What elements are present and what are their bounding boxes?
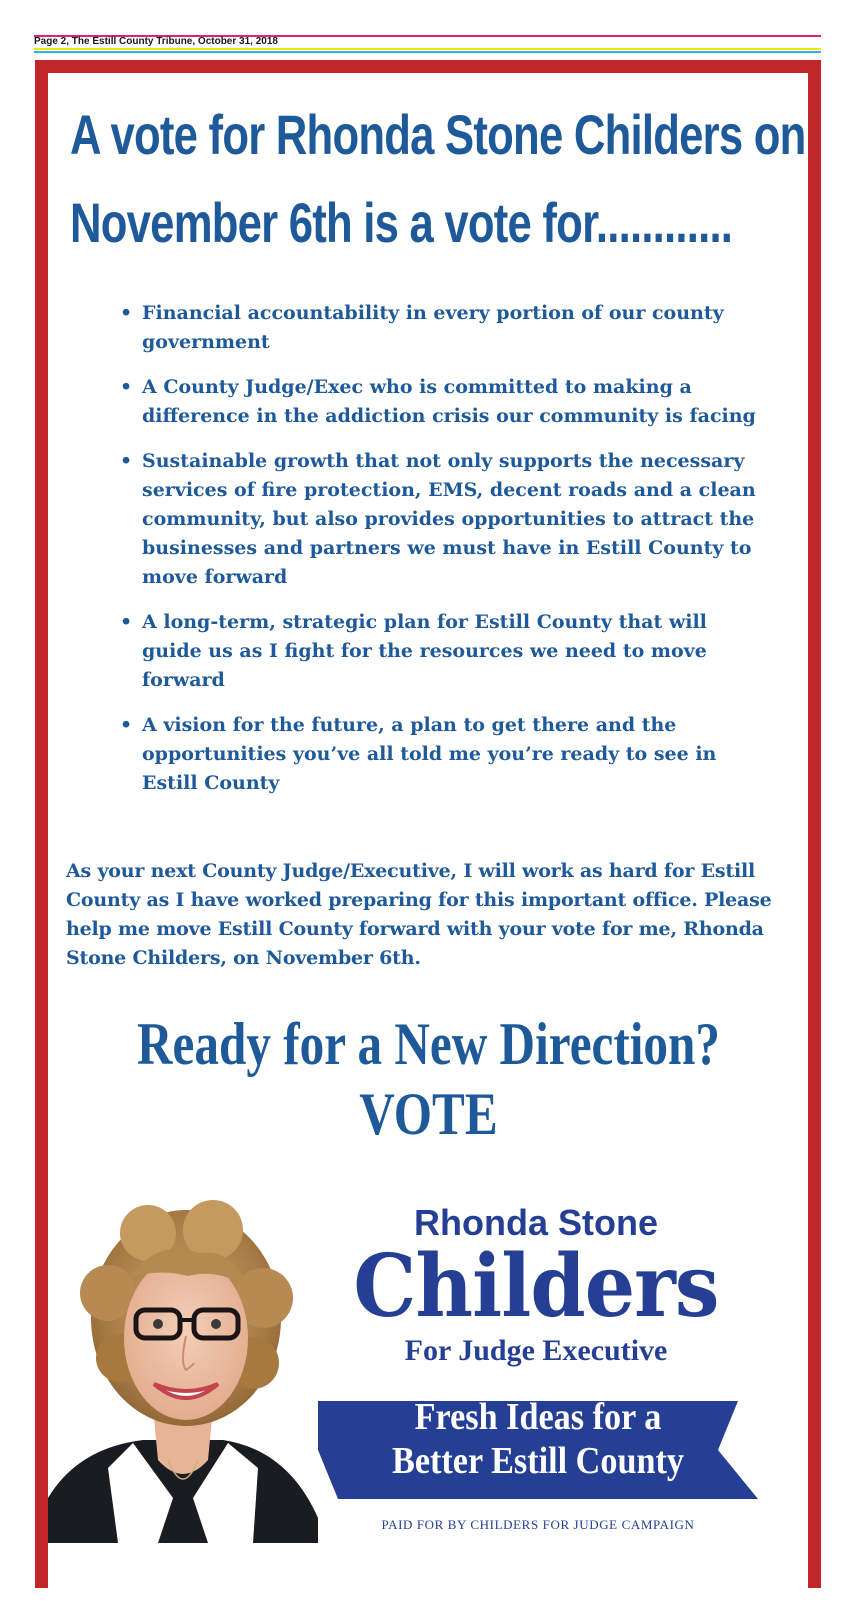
logo-name-big: Childers: [353, 1236, 719, 1337]
ad-panel: [48, 73, 808, 1588]
slogan-line-1: Fresh Ideas for a: [414, 1396, 662, 1438]
bullet-text: A vision for the future, a plan to get there and the opportunities you’ve all told me you’re ready to see in Estill County: [142, 714, 717, 794]
closing-paragraph: As your next County Judge/Executive, I will work as hard for Estill County as I have worked preparing for this important office. Please help me move Estill County forward with your vote for me, Rhonda Stone Childers, on November 6th.: [66, 860, 772, 969]
bullet-text: Financial accountability in every portion of our county government: [142, 302, 724, 353]
paid-for-disclaimer: PAID FOR BY CHILDERS FOR JUDGE CAMPAIGN: [381, 1517, 695, 1532]
bullet-text: Sustainable growth that not only supports the necessary services of fire protection, EMS, decent roads and a clean community, but also provides opportunities to attract the businesses and partners we must have in Estill County to move forward: [142, 450, 756, 588]
bullet-text: A County Judge/Exec who is committed to making a difference in the addiction crisis our community is facing: [142, 376, 756, 427]
cta-line-1: Ready for a New Direction?: [136, 1011, 720, 1077]
bullet-icon: •: [120, 376, 133, 398]
candidate-portrait: [48, 1198, 318, 1543]
list-item: [120, 299, 760, 357]
campaign-logo: [306, 1203, 766, 1369]
ad-frame: [35, 60, 821, 1588]
cta-line-2: VOTE: [358, 1081, 498, 1147]
bullet-icon: •: [120, 302, 133, 324]
headline-line-2: November 6th is a vote for............: [70, 191, 733, 254]
logo-name-top: Rhonda Stone: [414, 1202, 658, 1243]
list-item: [120, 711, 760, 798]
list-item: [120, 373, 760, 431]
list-item: [120, 447, 760, 592]
bullet-text: A long-term, strategic plan for Estill County that will guide us as I fight for the resources we need to move forward: [142, 611, 707, 691]
page-header: Page 2, The Estill County Tribune, October 31, 2018: [34, 36, 278, 47]
bullet-icon: •: [120, 611, 133, 633]
bullet-icon: •: [120, 714, 133, 736]
slogan-text: [318, 1395, 758, 1483]
cyan-stripe: [34, 51, 821, 53]
list-item: [120, 608, 760, 695]
bullet-icon: •: [120, 450, 133, 472]
bullet-list: [120, 299, 760, 814]
headline: [70, 91, 806, 267]
slogan-line-2: Better Estill County: [392, 1440, 684, 1482]
logo-office: For Judge Executive: [404, 1334, 668, 1367]
yellow-stripe: [34, 48, 821, 50]
headline-line-1: A vote for Rhonda Stone Childers on: [70, 103, 806, 166]
call-to-action: [48, 1009, 808, 1149]
